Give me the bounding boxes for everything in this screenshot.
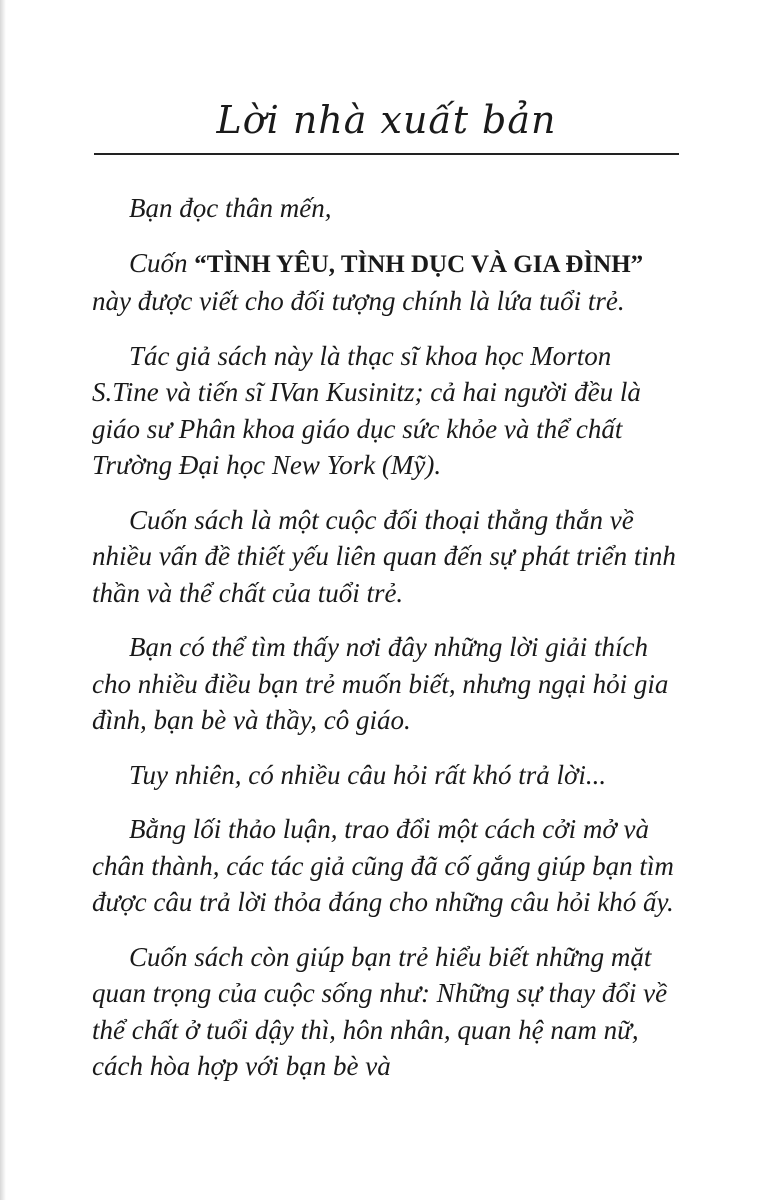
- book-title: “TÌNH YÊU, TÌNH DỤC VÀ GIA ĐÌNH”: [194, 250, 644, 278]
- paragraph-1: [92, 245, 676, 320]
- paragraph-1-rest: này được viết cho đối tượng chính là lứa tuổi trẻ.: [92, 286, 625, 316]
- paragraph-7: Cuốn sách còn giúp bạn trẻ hiểu biết những mặt quan trọng của cuộc sống như: Những sự thay đổi về thể chất ở tuổi dậy thì, hôn nhân, quan hệ nam nữ, cách hòa hợp với bạn bè và: [92, 941, 668, 1081]
- page-edge-shadow: [0, 0, 6, 1200]
- paragraph-3: Cuốn sách là một cuộc đối thoại thẳng thắn về nhiều vấn đề thiết yếu liên quan đến sự phát triển tinh thần và thể chất của tuổi trẻ.: [92, 504, 676, 608]
- greeting-paragraph: Bạn đọc thân mến,: [129, 193, 332, 223]
- paragraph-1-lead: Cuốn: [129, 247, 195, 278]
- body-text: [92, 190, 676, 1103]
- page-heading: Lời nhà xuất bản: [216, 98, 557, 142]
- paragraph-4: Bạn có thể tìm thấy nơi đây những lời giải thích cho nhiều điều bạn trẻ muốn biết, nhưng ngại hỏi gia đình, bạn bè và thầy, cô giáo.: [92, 632, 669, 735]
- heading-underline: [94, 153, 679, 155]
- paragraph-2: Tác giả sách này là thạc sĩ khoa học Morton S.Tine và tiến sĩ IVan Kusinitz; cả hai người đều là giáo sư Phân khoa giáo dục sức khỏe và thể chất Trường Đại học New York (Mỹ).: [92, 340, 641, 480]
- paragraph-5: Tuy nhiên, có nhiều câu hỏi rất khó trả lời...: [129, 759, 607, 790]
- paragraph-6: Bằng lối thảo luận, trao đổi một cách cởi mở và chân thành, các tác giả cũng đã cố gắng giúp bạn tìm được câu trả lời thỏa đáng cho những câu hỏi khó ấy.: [92, 814, 674, 917]
